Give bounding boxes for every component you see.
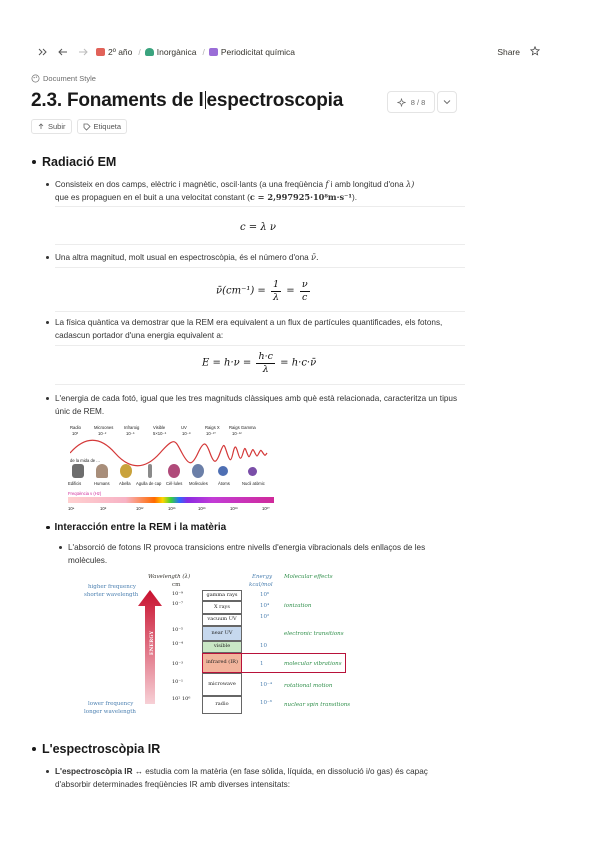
band-label: Raigs X [205,425,220,430]
band-label: Microones [94,425,114,430]
fraction [271,280,281,302]
plant-icon [145,48,154,56]
bullet-icon [46,183,49,186]
math: ν̄. [310,252,319,262]
text: Consisteix en dos camps, elèctric i magnètic, oscil·lants (a una freqüència [55,180,324,189]
frequency-label: Freqüència ν (Hz) [68,491,102,496]
wavelength-exp: 10⁻³ [172,661,184,667]
pin-icon [148,464,152,478]
page-title[interactable] [31,90,343,112]
energy-value: 10⁻⁴ [260,682,273,688]
scale-label: de la mida de ... [70,458,100,463]
band-value: 5×10⁻⁶ [153,431,167,436]
band-value: 10⁻¹² [232,431,242,436]
breadcrumb-item-inorganica[interactable] [145,47,197,57]
ir-highlight-box [242,653,346,673]
chevron-down-icon [443,99,451,105]
freq-tick: 10⁴ [68,506,75,511]
region-infrared: infrared (IR) [202,653,242,673]
star-icon[interactable] [530,46,540,58]
effect-label: molecular vibrations [284,661,342,667]
frequency-gradient-bar [68,497,274,503]
folder-red-icon [96,48,105,56]
paragraph-wavenumber [55,251,465,264]
region-near-uv: near UV [202,626,242,641]
band-value: 10⁻¹⁰ [206,431,216,436]
energy-value: 10⁶ [260,592,270,598]
math: f [325,179,329,189]
heading-text: L'espectroscòpia IR [42,742,161,756]
longer-wavelength-label: longer wavelength [84,709,136,715]
wavelength-header: Wavelength (λ) [148,574,191,580]
block-divider [55,206,465,207]
wavelength-exp: 10⁻⁴ [172,641,184,647]
paragraph-photon-energy [55,392,465,418]
band-label: Visible [153,425,166,430]
band-label: UV [181,425,187,430]
energy-axis-label: ENERGY [149,630,156,656]
object-label: Nucli atòmic [242,481,265,486]
heading-espectroscopia-ir [32,742,160,756]
breadcrumb-label: Periodicitat química [220,47,296,57]
bullet-icon [46,321,49,324]
wavelength-exp: 10⁻⁹ [172,591,184,597]
tag-icon [83,123,91,131]
bullet-icon [46,256,49,259]
effects-header: Molecular effects [284,574,333,580]
bullet-icon [32,747,36,751]
freq-tick: 10¹⁵ [168,506,176,511]
document-style-label[interactable] [31,74,96,83]
band-value: 10⁻⁵ [126,431,135,436]
region-vacuum-uv: vacuum UV [202,614,242,626]
region-radio: radio [202,696,242,714]
block-divider [55,244,465,245]
bullet-icon [46,397,49,400]
block-divider [55,345,465,346]
wavelength-exp: 10⁻⁵ [172,627,184,633]
region-microwave: microwave [202,673,242,696]
molecule-icon [192,464,204,478]
object-label: Agulla de cap [136,481,162,486]
em-spectrum-image [68,420,274,516]
back-arrow-icon[interactable] [56,45,70,59]
denominator: c [302,291,308,303]
human-icon [96,464,108,478]
wavelength-exp: 10² 10⁶ [172,696,191,702]
band-value: 10³ [72,431,79,436]
wavelength-exp: 10⁻¹ [172,679,184,685]
paragraph-em-definition [55,178,465,204]
energy-value: 10² [260,614,270,620]
energy-unit: kcal/mol [249,582,273,588]
freq-tick: 10¹⁸ [230,506,238,511]
effect-label: ionization [284,603,312,609]
page-counter: 8 / 8 [410,97,426,107]
bold-term: L'espectroscòpia IR [55,767,133,776]
nucleus-icon [248,467,257,476]
palette-icon [31,74,40,83]
forward-arrow-icon[interactable] [76,45,90,59]
paragraph-ir-spectroscopy [55,765,465,791]
heading-text: Radiació EM [42,155,117,169]
band-label: Radio [70,425,81,430]
expand-sidebar-icon[interactable] [36,45,50,59]
breadcrumb-label: 2º año [108,47,133,57]
paragraph-ir-absorption [68,541,463,567]
page-counter-button[interactable] [387,91,435,113]
object-label: Abella [119,481,131,486]
top-bar [36,42,540,62]
share-button[interactable]: Share [497,47,520,57]
lower-frequency-label: lower frequency [88,701,134,707]
heading-interaccion [46,522,226,533]
block-divider [55,311,465,312]
bullet-icon [46,770,49,773]
denominator: λ [262,363,269,375]
equation-light-speed: c = λ ν [240,222,276,233]
breadcrumb-item-year[interactable] [96,47,132,57]
wavelength-unit: cm [172,582,181,588]
band-label: Raigs Gamma [229,425,256,430]
object-label: Edificis [68,481,82,486]
building-icon [72,464,84,478]
text-cursor [205,91,206,109]
object-label: Cèl·lules [166,481,183,486]
upload-label: Subir [48,122,66,131]
folder-purple-icon [209,48,218,56]
title-part-2: espectroscopia [206,90,344,111]
bullet-icon [46,526,50,530]
denominator: λ [273,291,280,303]
object-label: Humans [94,481,110,486]
freq-tick: 10¹² [136,506,144,511]
energy-regions-image [82,572,351,722]
heading-text: Interacción entre la REM i la matèria [54,522,227,533]
counter-dropdown[interactable] [437,91,457,113]
effect-label: rotational motion [284,683,333,689]
block-divider [55,384,465,385]
breadcrumb-label: Inorgànica [156,47,197,57]
eq-rhs: = h·c·ν̄ [280,357,317,369]
document-style-text: Document Style [43,74,96,83]
band-value: 10⁻² [98,431,107,436]
text: i amb longitud d'ona [330,180,404,189]
higher-frequency-label: higher frequency [88,584,136,590]
heading-radiacio-em [32,155,116,169]
fraction [300,280,310,302]
text: L'absorció de fotons IR provoca transicions entre nivells d'energia vibracionals dels enllaços de les molècules. [68,543,426,565]
freq-tick: 10²⁰ [262,506,270,511]
equation-wavenumber [216,280,312,302]
region-xrays: X rays [202,601,242,614]
text: estudia com la matèria (en fase sòlida, líquida, en dissolució i/o gas) és capaç d'absorbir determinades freqüències IR amb diverses intensitats: [55,767,428,789]
sparkle-icon [397,98,406,107]
breadcrumb-item-periodicitat[interactable] [209,47,295,57]
bullet-icon [32,160,36,164]
effect-label: nuclear spin transitions [284,702,351,708]
wavelength-exp: 10⁻⁷ [172,601,184,607]
energy-value: 10⁴ [260,603,270,609]
energy-header: Energy [252,574,273,580]
breadcrumb-separator: / [202,47,205,57]
freq-tick: 10⁸ [100,506,107,511]
numerator: ν [301,279,308,290]
upload-button[interactable] [31,119,72,134]
atom-icon [218,466,228,476]
breadcrumb-separator: / [138,47,141,57]
numerator: 1 [273,279,280,290]
object-label: Molècules [189,481,208,486]
energy-value: 1 [260,661,264,667]
text: Una altra magnitud, molt usual en espectroscòpia, és el número d'ona [55,253,309,262]
effect-label: electronic transitions [284,631,344,637]
text: La física quàntica va demostrar que la REM era equivalent a un flux de partícules quantificades, els fotons, cadascun portador d'una energia equivalent a: [55,318,443,340]
band-label: Infraroig [124,425,140,430]
page-actions [31,119,127,134]
upload-icon [37,123,45,131]
energy-value: 10⁻⁶ [260,700,273,706]
text: L'energia de cada fotó, igual que les tres magnituds clàssiques amb què està relacionada, caracteritza un tipus únic de REM. [55,394,458,416]
eq-lhs: ν̄(cm⁻¹) = [216,285,266,297]
band-value: 10⁻⁸ [182,431,191,436]
math: λ) [405,179,415,189]
eq-lhs: E = h·ν = [202,357,252,369]
freq-tick: 10¹⁶ [198,506,206,511]
region-visible: visible [202,641,242,653]
tag-label: Etiqueta [93,122,122,131]
bee-icon [120,464,132,478]
region-gamma: gamma rays [202,590,242,601]
object-label: Àtoms [218,481,230,486]
text: ). [351,193,357,202]
paragraph-photons [55,316,465,342]
energy-value: 10 [260,643,267,649]
cell-icon [168,464,180,478]
math: c = 2,997925·10⁸m·s⁻¹ [249,192,352,202]
bullet-icon [59,546,62,549]
shorter-wavelength-label: shorter wavelength [84,592,139,598]
block-divider [55,267,465,268]
numerator: h·c [258,351,273,362]
text: que es propaguen en el buit a una velocitat constant ( [55,193,250,202]
equation-photon-energy [202,352,316,374]
equals: = [286,285,295,297]
title-part-1: 2.3. Fonaments de l [31,90,204,111]
top-actions [497,42,540,62]
fraction [256,352,274,374]
tag-button[interactable] [77,119,128,134]
double-arrow: ↔ [134,767,143,776]
